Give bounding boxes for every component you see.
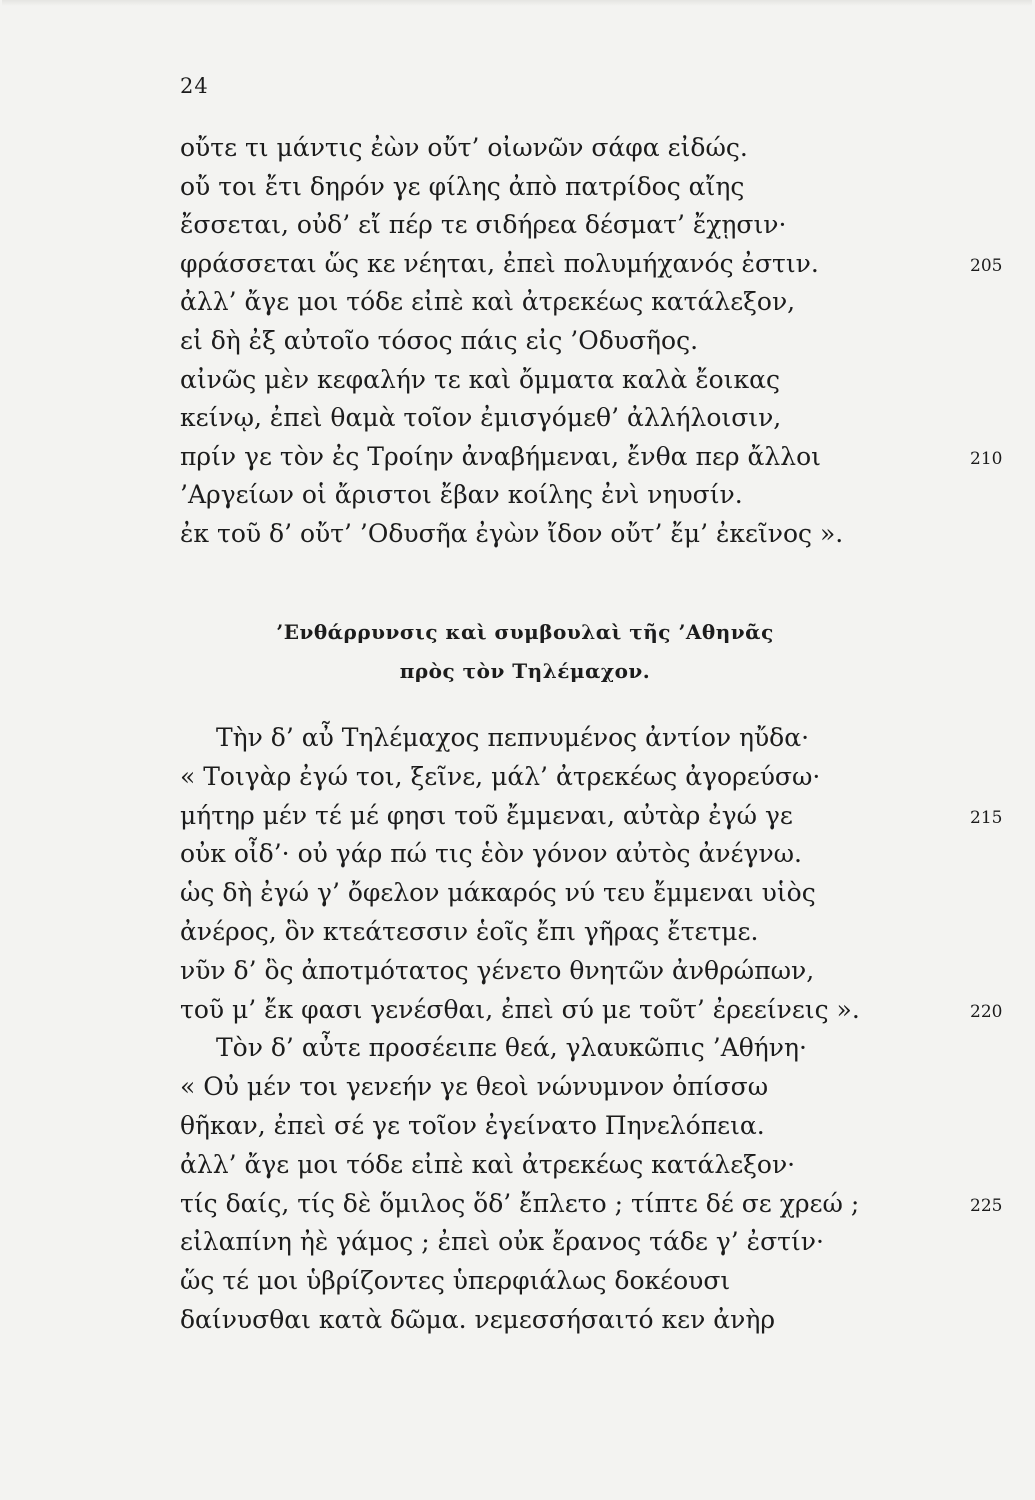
- line-number: 225: [970, 1195, 1003, 1216]
- line-number: 210: [970, 448, 1003, 469]
- verse-line: εἰλαπίνη ἠὲ γάμος ; ἐπεὶ οὐκ ἔρανος τάδε γ’ ἐστίν·: [180, 1227, 824, 1257]
- verse-line: δαίνυσθαι κατὰ δῶμα. νεμεσσήσαιτό κεν ἀνὴρ: [180, 1305, 776, 1334]
- verse-line: Τὴν δ’ αὖ Τηλέμαχος πεπνυμένος ἀντίον ηὔδα·: [216, 723, 810, 752]
- verse-line: ὥς τέ μοι ὑβρίζοντες ὑπερφιάλως δοκέουσι: [180, 1266, 731, 1296]
- section-heading-line-2: πρὸς τὸν Τηλέμαχον.: [399, 659, 651, 683]
- verse-line: « Τοιγὰρ ἐγώ τοι, ξεῖνε, μάλ’ ἀτρεκέως ἀγορεύσω·: [180, 761, 821, 791]
- verse-line: πρίν γε τὸν ἐς Τροίην ἀναβήμεναι, ἔνθα περ ἄλλοι: [180, 441, 821, 471]
- verse-line: ’Αργείων οἱ ἄριστοι ἔβαν κοίλης ἐνὶ νηυσίν.: [180, 480, 743, 510]
- verse-line: φράσσεται ὥς κε νέηται, ἐπεὶ πολυμήχανός ἐστιν.: [180, 248, 819, 278]
- line-number: 205: [970, 255, 1003, 276]
- verse-line: μήτηρ μέν τέ μέ φησι τοῦ ἔμμεναι, αὐτὰρ ἐγώ γε: [180, 800, 793, 830]
- scan-edge-shadow: [2, 0, 1032, 6]
- verse-line: τίς δαίς, τίς δὲ ὅμιλος ὅδ’ ἔπλετο ; τίπτε δέ σε χρεώ ;: [180, 1188, 860, 1218]
- verse-line: κείνῳ, ἐπεὶ θαμὰ τοῖον ἐμισγόμεθ’ ἀλλήλοισιν,: [180, 403, 782, 433]
- verse-line: οὔτε τι μάντις ἐὼν οὔτ’ οἰωνῶν σάφα εἰδώς.: [180, 133, 748, 162]
- verse-line: ἀλλ’ ἄγε μοι τόδε εἰπὲ καὶ ἀτρεκέως κατάλεξον,: [180, 287, 796, 317]
- section-heading-line-1: ’Ενθάρρυνσις καὶ συμβουλαὶ τῆς ’Αθηνᾶς: [276, 620, 774, 644]
- line-number: 220: [970, 1001, 1003, 1022]
- verse-line: αἰνῶς μὲν κεφαλήν τε καὶ ὄμματα καλὰ ἔοικας: [180, 364, 780, 394]
- verse-line: ἀλλ’ ἄγε μοι τόδε εἰπὲ καὶ ἀτρεκέως κατάλεξον·: [180, 1149, 796, 1179]
- page-number: 24: [180, 74, 209, 98]
- verse-line: ἔσσεται, οὐδ’ εἴ πέρ τε σιδήρεα δέσματ’ ἔχῃσιν·: [180, 210, 787, 240]
- verse-line: οὐκ οἶδ’· οὐ γάρ πώ τις ἑὸν γόνον αὐτὸς ἀνέγνω.: [180, 839, 802, 869]
- verse-line: οὔ τοι ἔτι δηρόν γε φίλης ἀπὸ πατρίδος αἴης: [180, 171, 745, 201]
- verse-line: ἐκ τοῦ δ’ οὔτ’ ’Οδυσῆα ἐγὼν ἴδον οὔτ’ ἔμ’ ἐκεῖνος ».: [180, 519, 844, 548]
- verse-line: « Οὐ μέν τοι γενεήν γε θεοὶ νώνυμνον ὀπίσσω: [180, 1072, 769, 1102]
- verse-line: ἀνέρος, ὃν κτεάτεσσιν ἑοῖς ἔπι γῆρας ἔτετμε.: [180, 917, 759, 946]
- verse-line: εἰ δὴ ἐξ αὐτοῖο τόσος πάις εἰς ’Οδυσῆος.: [180, 326, 699, 355]
- verse-line: Τὸν δ’ αὖτε προσέειπε θεά, γλαυκῶπις ’Αθήνη·: [216, 1033, 807, 1063]
- line-number: 215: [970, 807, 1003, 828]
- verse-line: νῦν δ’ ὃς ἀποτμότατος γένετο θνητῶν ἀνθρώπων,: [180, 955, 815, 985]
- verse-line: ὡς δὴ ἐγώ γ’ ὄφελον μάκαρός νύ τευ ἔμμεναι υἱὸς: [180, 878, 816, 908]
- verse-line: θῆκαν, ἐπεὶ σέ γε τοῖον ἐγείνατο Πηνελόπεια.: [180, 1111, 765, 1140]
- verse-line: τοῦ μ’ ἔκ φασι γενέσθαι, ἐπεὶ σύ με τοῦτ’ ἐρεείνεις ».: [180, 994, 860, 1024]
